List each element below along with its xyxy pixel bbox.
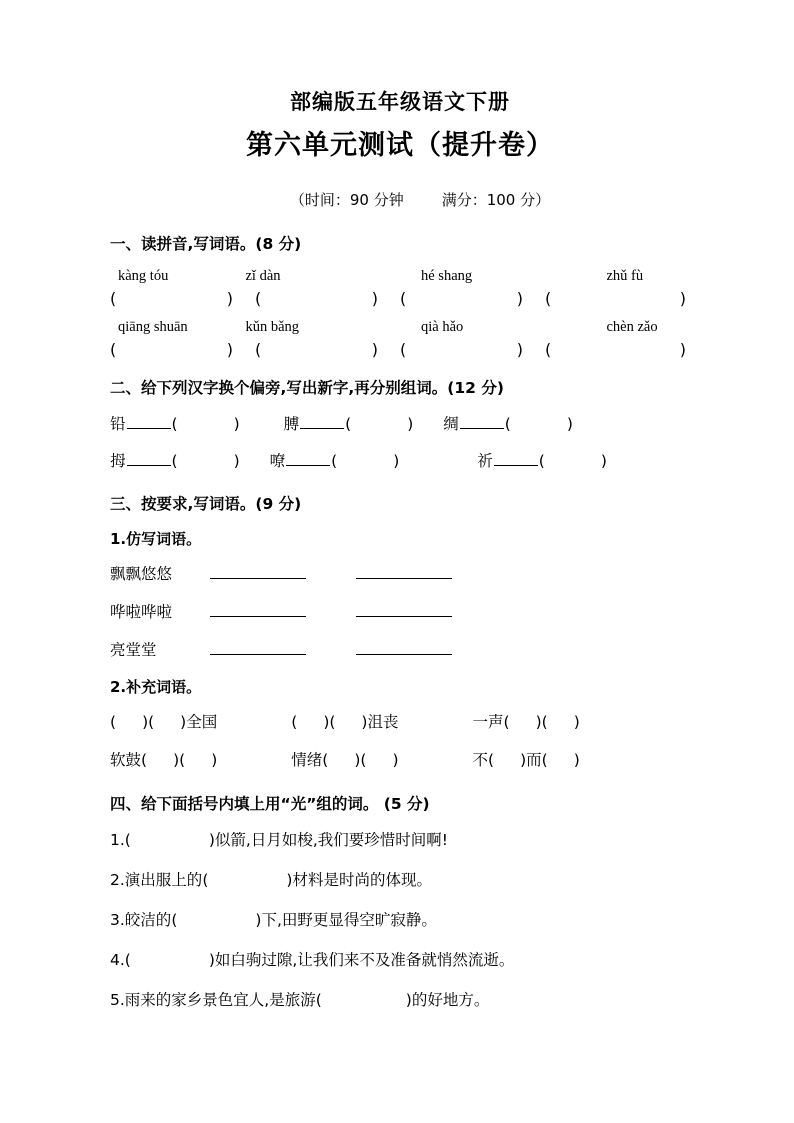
paren-close: ) xyxy=(566,414,573,433)
question-item xyxy=(110,948,690,970)
idiom-fixed-text: 情绪 xyxy=(291,750,323,769)
answer-blank[interactable] xyxy=(400,340,545,359)
paren-open: ( xyxy=(345,414,352,433)
pinyin-cell: chèn zǎo xyxy=(606,318,658,335)
section-1-heading: 一、读拼音,写词语。(8 分) xyxy=(110,234,302,253)
paren-open: ( xyxy=(538,451,545,470)
question-item xyxy=(110,988,690,1010)
answer-blank[interactable] xyxy=(545,340,690,359)
idiom-item[interactable]: ( )( )全国 xyxy=(110,712,218,731)
idiom-item[interactable]: ( )( )沮丧 xyxy=(291,712,399,731)
paren-close: ) xyxy=(516,339,523,359)
answer-blank[interactable] xyxy=(110,289,255,308)
question-text-after: 材料是时尚的体现。 xyxy=(292,870,432,889)
paren-open: ( xyxy=(110,288,117,308)
answer-blank[interactable] xyxy=(400,289,545,308)
radical-item[interactable] xyxy=(110,449,240,471)
idiom-fixed-text: 而 xyxy=(526,750,542,769)
radical-base-char: 膊 xyxy=(283,414,300,433)
answer-blank[interactable] xyxy=(110,340,255,359)
answer-blank[interactable]: ( ) xyxy=(124,950,215,969)
idiom-item[interactable]: 情绪( )( ) xyxy=(291,750,399,769)
imitate-answer-blank[interactable] xyxy=(356,615,452,617)
paren-close: ) xyxy=(233,414,240,433)
question-text-after: 如白驹过隙,让我们来不及准备就悄然流逝。 xyxy=(214,950,515,969)
exam-meta xyxy=(110,189,690,210)
pinyin-cell: zhǔ fù xyxy=(606,267,644,284)
idiom-item[interactable]: 不( )而( ) xyxy=(472,750,580,769)
radical-row-2 xyxy=(110,449,690,471)
radical-item[interactable] xyxy=(443,412,573,434)
imitate-answer-blank[interactable] xyxy=(210,653,306,655)
question-number: 1. xyxy=(110,830,125,849)
radical-row-1 xyxy=(110,412,690,434)
imitate-row xyxy=(110,600,690,622)
radical-base-char: 铅 xyxy=(110,414,126,433)
imitate-row xyxy=(110,562,690,584)
section-3-sub1-label: 1.仿写词语。 xyxy=(110,529,202,548)
imitate-answer-blank[interactable] xyxy=(356,577,452,579)
radical-item[interactable] xyxy=(284,412,414,434)
idiom-fixed-text: 沮丧 xyxy=(367,712,399,731)
paren-close: ) xyxy=(371,288,378,308)
radical-item[interactable] xyxy=(270,449,400,471)
paren-close: ) xyxy=(226,339,233,359)
paren-open: ( xyxy=(400,288,407,308)
new-char-blank[interactable] xyxy=(127,428,171,429)
radical-item[interactable] xyxy=(477,449,607,471)
new-char-blank[interactable] xyxy=(286,465,330,466)
idiom-item[interactable]: 软鼓( )( ) xyxy=(110,750,218,769)
idiom-row-1 xyxy=(110,710,690,732)
idiom-fixed-text: 一声 xyxy=(472,712,504,731)
question-number: 3. xyxy=(110,910,125,929)
imitate-sample-word: 飘飘悠悠 xyxy=(110,564,173,583)
pinyin-cell: kǔn bǎng xyxy=(245,318,300,335)
paren-open: ( xyxy=(171,414,178,433)
answer-blank[interactable] xyxy=(545,289,690,308)
paren-open: ( xyxy=(255,339,262,359)
radical-base-char: 嘹 xyxy=(269,451,286,470)
paren-close: ) xyxy=(679,339,686,359)
question-text-after: 下,田野更显得空旷寂静。 xyxy=(261,910,437,929)
page-title-line2: 第六单元测试（提升卷） xyxy=(246,130,554,162)
pinyin-cell: hé shang xyxy=(421,267,473,284)
idiom-fixed-text: 全国 xyxy=(186,712,218,731)
paren-close: ) xyxy=(371,339,378,359)
pinyin-row-2 xyxy=(110,319,690,336)
imitate-row xyxy=(110,638,690,660)
paren-open: ( xyxy=(545,339,552,359)
question-text-after: 似箭,日月如梭,我们要珍惜时间啊! xyxy=(214,830,448,849)
imitate-answer-blank[interactable] xyxy=(356,653,452,655)
idiom-row-2 xyxy=(110,748,690,770)
answer-blank[interactable]: ( ) xyxy=(171,910,262,929)
section-2-heading: 二、给下列汉字换个偏旁,写出新字,再分别组词。(12 分) xyxy=(110,378,504,397)
section-3-heading: 三、按要求,写词语。(9 分) xyxy=(110,494,302,513)
paren-close: ) xyxy=(600,451,607,470)
new-char-blank[interactable] xyxy=(300,428,344,429)
question-item xyxy=(110,868,690,890)
radical-base-char: 拇 xyxy=(110,451,126,470)
answer-blank[interactable] xyxy=(255,289,400,308)
pinyin-cell: zǐ dàn xyxy=(245,267,281,284)
question-number: 5. xyxy=(110,990,125,1009)
paren-close: ) xyxy=(516,288,523,308)
pinyin-cell: qià hǎo xyxy=(421,318,464,335)
question-text-before: 雨来的家乡景色宜人,是旅游 xyxy=(124,990,316,1009)
question-number: 4. xyxy=(110,950,125,969)
idiom-item[interactable]: 一声( )( ) xyxy=(472,712,580,731)
answer-blank[interactable]: ( ) xyxy=(124,830,215,849)
new-char-blank[interactable] xyxy=(127,465,171,466)
paren-open: ( xyxy=(400,339,407,359)
question-item xyxy=(110,908,690,930)
answer-paren-row-1 xyxy=(110,289,690,308)
paren-close: ) xyxy=(393,451,400,470)
paren-open: ( xyxy=(171,451,178,470)
answer-blank[interactable] xyxy=(255,340,400,359)
pinyin-row-1 xyxy=(110,268,690,285)
exam-duration: （时间：90 分钟 xyxy=(289,190,404,209)
question-text-before: 演出服上的 xyxy=(124,870,203,889)
pinyin-cell: qiāng shuān xyxy=(118,318,188,335)
question-number: 2. xyxy=(110,870,125,889)
paren-close: ) xyxy=(233,451,240,470)
imitate-sample-word: 哗啦哗啦 xyxy=(110,602,173,621)
pinyin-cell: kàng tóu xyxy=(118,267,169,284)
section-3-sub2-label: 2.补充词语。 xyxy=(110,677,202,696)
imitate-answer-blank[interactable] xyxy=(210,615,306,617)
new-char-blank[interactable] xyxy=(460,428,504,429)
paren-close: ) xyxy=(679,288,686,308)
radical-base-char: 绸 xyxy=(443,414,459,433)
page-title-line1: 部编版五年级语文下册 xyxy=(290,90,510,114)
question-text-before: 皎洁的 xyxy=(124,910,172,929)
paren-open: ( xyxy=(545,288,552,308)
paren-close: ) xyxy=(407,414,414,433)
section-4-heading: 四、给下面括号内填上用“光”组的词。 (5 分) xyxy=(110,794,430,813)
radical-item[interactable] xyxy=(110,412,240,434)
question-item xyxy=(110,828,690,850)
paren-open: ( xyxy=(110,339,117,359)
idiom-fixed-text: 软鼓 xyxy=(110,750,142,769)
paren-open: ( xyxy=(504,414,511,433)
imitate-sample-word: 亮堂堂 xyxy=(110,640,157,659)
paren-open: ( xyxy=(255,288,262,308)
paren-open: ( xyxy=(331,451,338,470)
idiom-fixed-text: 不 xyxy=(472,750,489,769)
new-char-blank[interactable] xyxy=(494,465,538,466)
answer-blank[interactable]: ( ) xyxy=(315,990,412,1009)
radical-base-char: 祈 xyxy=(477,451,493,470)
answer-blank[interactable]: ( ) xyxy=(202,870,293,889)
paren-close: ) xyxy=(226,288,233,308)
exam-total-score: 满分：100 分） xyxy=(441,190,551,209)
question-text-after: 的好地方。 xyxy=(411,990,490,1009)
answer-paren-row-2 xyxy=(110,340,690,359)
imitate-answer-blank[interactable] xyxy=(210,577,306,579)
